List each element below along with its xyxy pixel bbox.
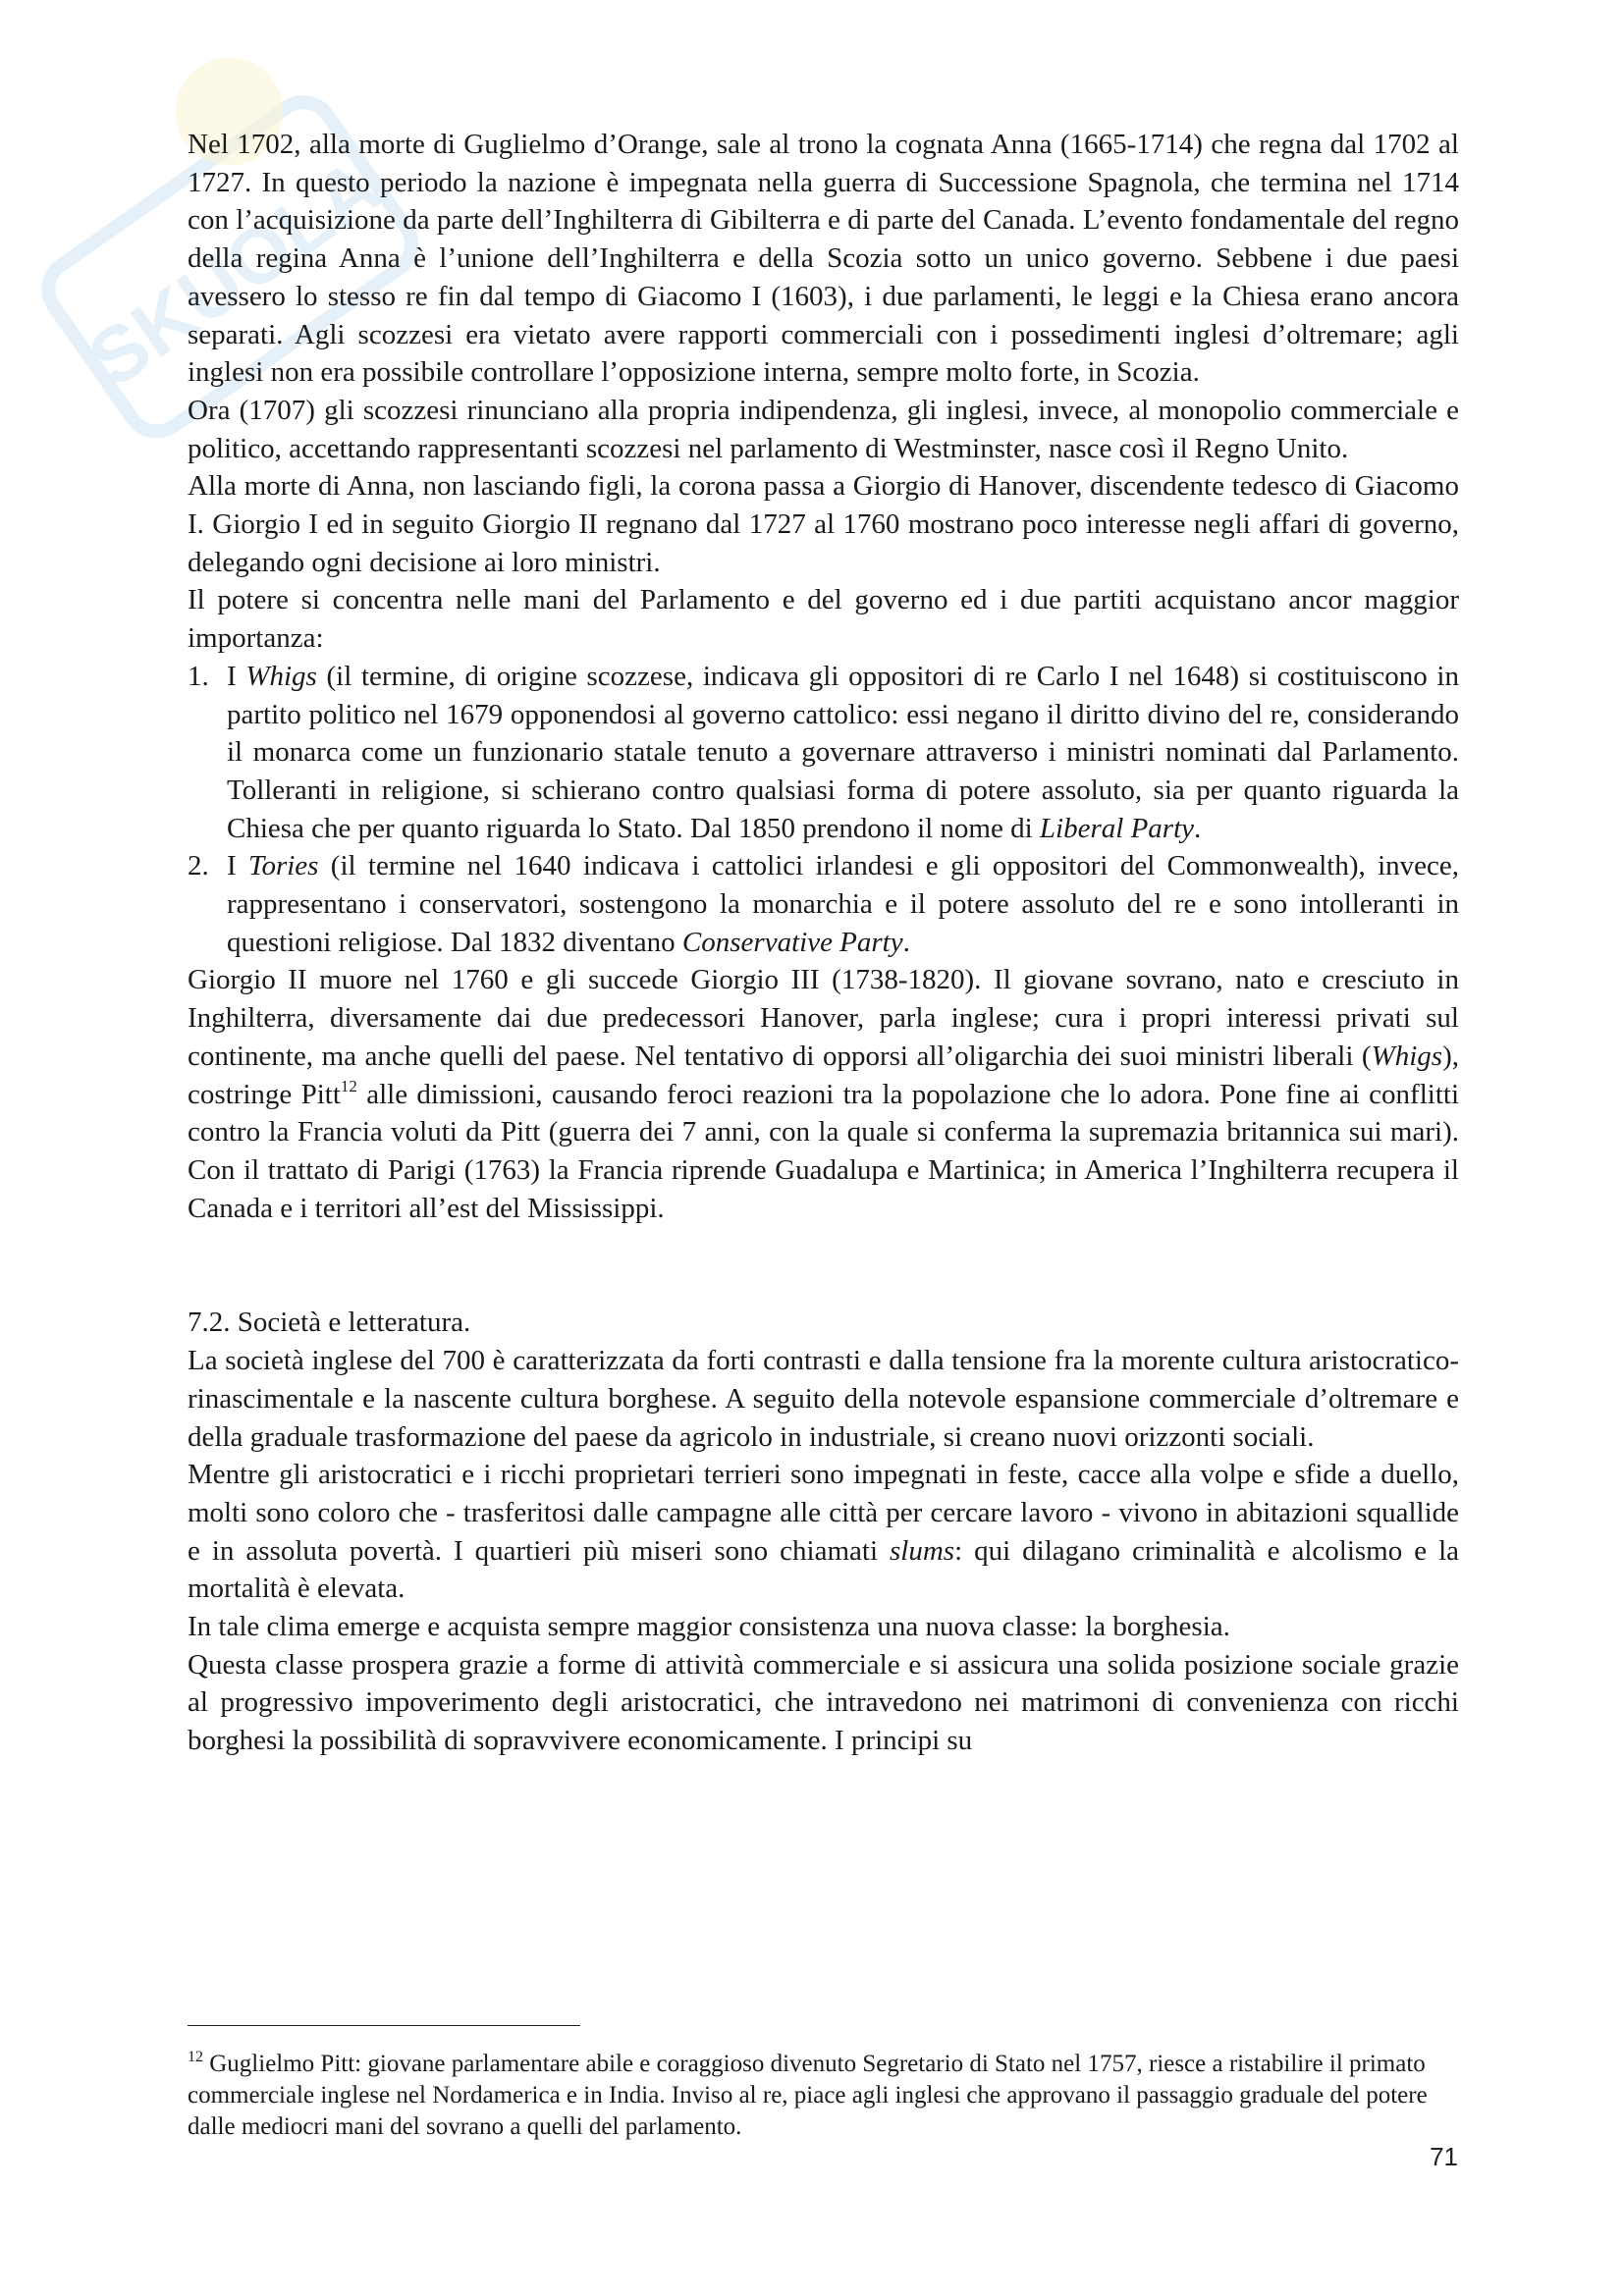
text-run: : qui dilagano criminalità e alcolismo e la mortalità è elevata. — [188, 1534, 1460, 1605]
footnote-body: Guglielmo Pitt: giovane parlamentare abile e coraggioso divenuto Segretario di Stato nel 1757, riesce a ristabilire il primato commerciale inglese nel Nordamerica e in India. Inviso al re, piace agli inglesi che approvano il passaggio graduale del potere dalle mediocri mani del sovrano a quelli del parlamento. — [188, 2051, 1428, 2140]
parties-list — [188, 658, 1459, 962]
term-whigs-inline: Whigs — [1371, 1040, 1443, 1072]
paragraph-aristocratici — [188, 1456, 1459, 1608]
text-run: ), costringe Pitt — [188, 1040, 1459, 1110]
list-text: . — [902, 926, 910, 958]
paragraph-partiti: Il potere si concentra nelle mani del Parlamento e del governo ed i due partiti acquistano ancor maggior importanza: — [188, 584, 1459, 655]
text-run: Mentre gli aristocratici e i ricchi proprietari terrieri sono impegnati in feste, cacce alla volpe e sfide a duello, molti sono coloro che - trasferitosi dalle campagne alle città per cercare lavoro - vivono in abitazioni squallide e in assoluta povertà. I quartieri più miseri sono chiamati — [188, 1459, 1459, 1567]
footnote-separator — [188, 2025, 580, 2026]
list-text: . — [1194, 812, 1202, 844]
page-number: 71 — [1430, 2142, 1458, 2171]
paragraph-classe: Questa classe prospera grazie a forme di attività commerciale e si assicura una solida posizione sociale grazie al progressivo impoverimento degli aristocratici, che intravedono nei matrimoni di convenienza con ricchi borghesi la possibilità di sopravvivere economicamente. I principi su — [188, 1648, 1459, 1757]
list-text: I — [227, 850, 248, 882]
paragraph-borghesia: In tale clima emerge e acquista sempre maggior consistenza una nuova classe: la borghesia. — [188, 1611, 1230, 1643]
list-text: I — [227, 660, 246, 692]
footnote-number: 12 — [188, 2049, 203, 2065]
term-tories: Tories — [248, 850, 319, 882]
footnote — [188, 2049, 1464, 2143]
watermark-text: SKUOLA — [73, 141, 396, 404]
paragraph-hanover: Alla morte di Anna, non lasciando figli, la corona passa a Giorgio di Hanover, discendente tedesco di Giacomo I. Giorgio I ed in seguito Giorgio II regnano dal 1727 al 1760 mostrano poco interesse negli affari di governo, delegando ogni decisione ai loro ministri. — [188, 470, 1459, 578]
paragraph-regno-unito: Ora (1707) gli scozzesi rinunciano alla propria indipendenza, gli inglesi, invece, al monopolio commerciale e politico, accettando rappresentanti scozzesi nel parlamento di Westminster, nasce così il Regno Unito. — [188, 394, 1459, 464]
list-text: (il termine, di origine scozzese, indicava gli oppositori di re Carlo I nel 1648) si costituiscono in partito politico nel 1679 opponendosi al governo cattolico: essi negano il diritto divino del re, considerando il monarca come un funzionario statale tenuto a governare attraverso i ministri nominati dal Parlamento. Tolleranti in religione, si schierano contro qualsiasi forma di potere assoluto, sia per quanto riguarda la Chiesa che per quanto riguarda lo Stato. Dal 1850 prendono il nome di — [227, 660, 1459, 844]
list-text: (il termine nel 1640 indicava i cattolici irlandesi e gli oppositori del Commonwealth), invece, rappresentano i conservatori, sostengono la monarchia e il potere assoluto del re e sono intolleranti in questioni religiose. Dal 1832 diventano — [227, 850, 1459, 958]
paragraph-anna: Nel 1702, alla morte di Guglielmo d’Orange, sale al trono la cognata Anna (1665-1714) che regna dal 1702 al 1727. In questo periodo la nazione è impegnata nella guerra di Successione Spagnola, che termina nel 1714 con l’acquisizione da parte dell’Inghilterra di Gibilterra e di parte del Canada. L’evento fondamentale del regno della regina Anna è l’unione dell’Inghilterra e della Scozia sotto un unico governo. Sebbene i due paesi avessero lo stesso re fin dal tempo di Giacomo I (1603), i due parlamenti, le leggi e la Chiesa erano ancora separati. Agli scozzesi era vietato avere rapporti commerciali con i possedimenti inglesi d’oltremare; agli inglesi non era possibile controllare l’opposizione interna, sempre molto forte, in Scozia. — [188, 129, 1459, 389]
term-conservative-party: Conservative Party — [681, 926, 903, 958]
term-liberal-party: Liberal Party — [1039, 812, 1195, 844]
list-item-whigs — [188, 658, 1459, 848]
text-run: Giorgio II muore nel 1760 e gli succede Giorgio III (1738-1820). Il giovane sovrano, nato e cresciuto in Inghilterra, diversamente dai due predecessori Hanover, parla inglese; cura i propri interessi privati sul continente, ma anche quelli del paese. Nel tentativo di opporsi all’oligarchia dei suoi ministri liberali ( — [188, 964, 1459, 1072]
list-item-tories — [188, 847, 1459, 961]
paragraph-societa: La società inglese del 700 è caratterizzata da forti contrasti e dalla tensione fra la morente cultura aristocratico-rinascimentale e la nascente cultura borghese. A seguito della notevole espansione commerciale d’oltremare e della graduale trasformazione del paese da agricolo in industriale, si creano nuovi orizzonti sociali. — [188, 1345, 1459, 1453]
list-number: 2. — [188, 850, 209, 882]
paragraph-giorgio-iii — [188, 961, 1459, 1227]
footnote-text — [188, 2049, 1464, 2143]
list-number: 1. — [188, 660, 209, 692]
term-slums: slums — [890, 1534, 955, 1567]
term-whigs: Whigs — [245, 660, 317, 692]
section-heading: 7.2. Società e letteratura. — [188, 1307, 471, 1339]
footnote-reference[interactable]: 12 — [340, 1076, 357, 1095]
page-body — [188, 126, 1459, 1760]
text-run: alle dimissioni, causando feroci reazioni tra la popolazione che lo adora. Pone fine ai conflitti contro la Francia voluti da Pitt (guerra dei 7 anni, con la quale si conferma la supremazia britannica sui mari). Con il trattato di Parigi (1763) la Francia riprende Guadalupa e Martinica; in America l’Inghilterra recupera il Canada e i territori all’est del Mississippi. — [188, 1078, 1459, 1224]
